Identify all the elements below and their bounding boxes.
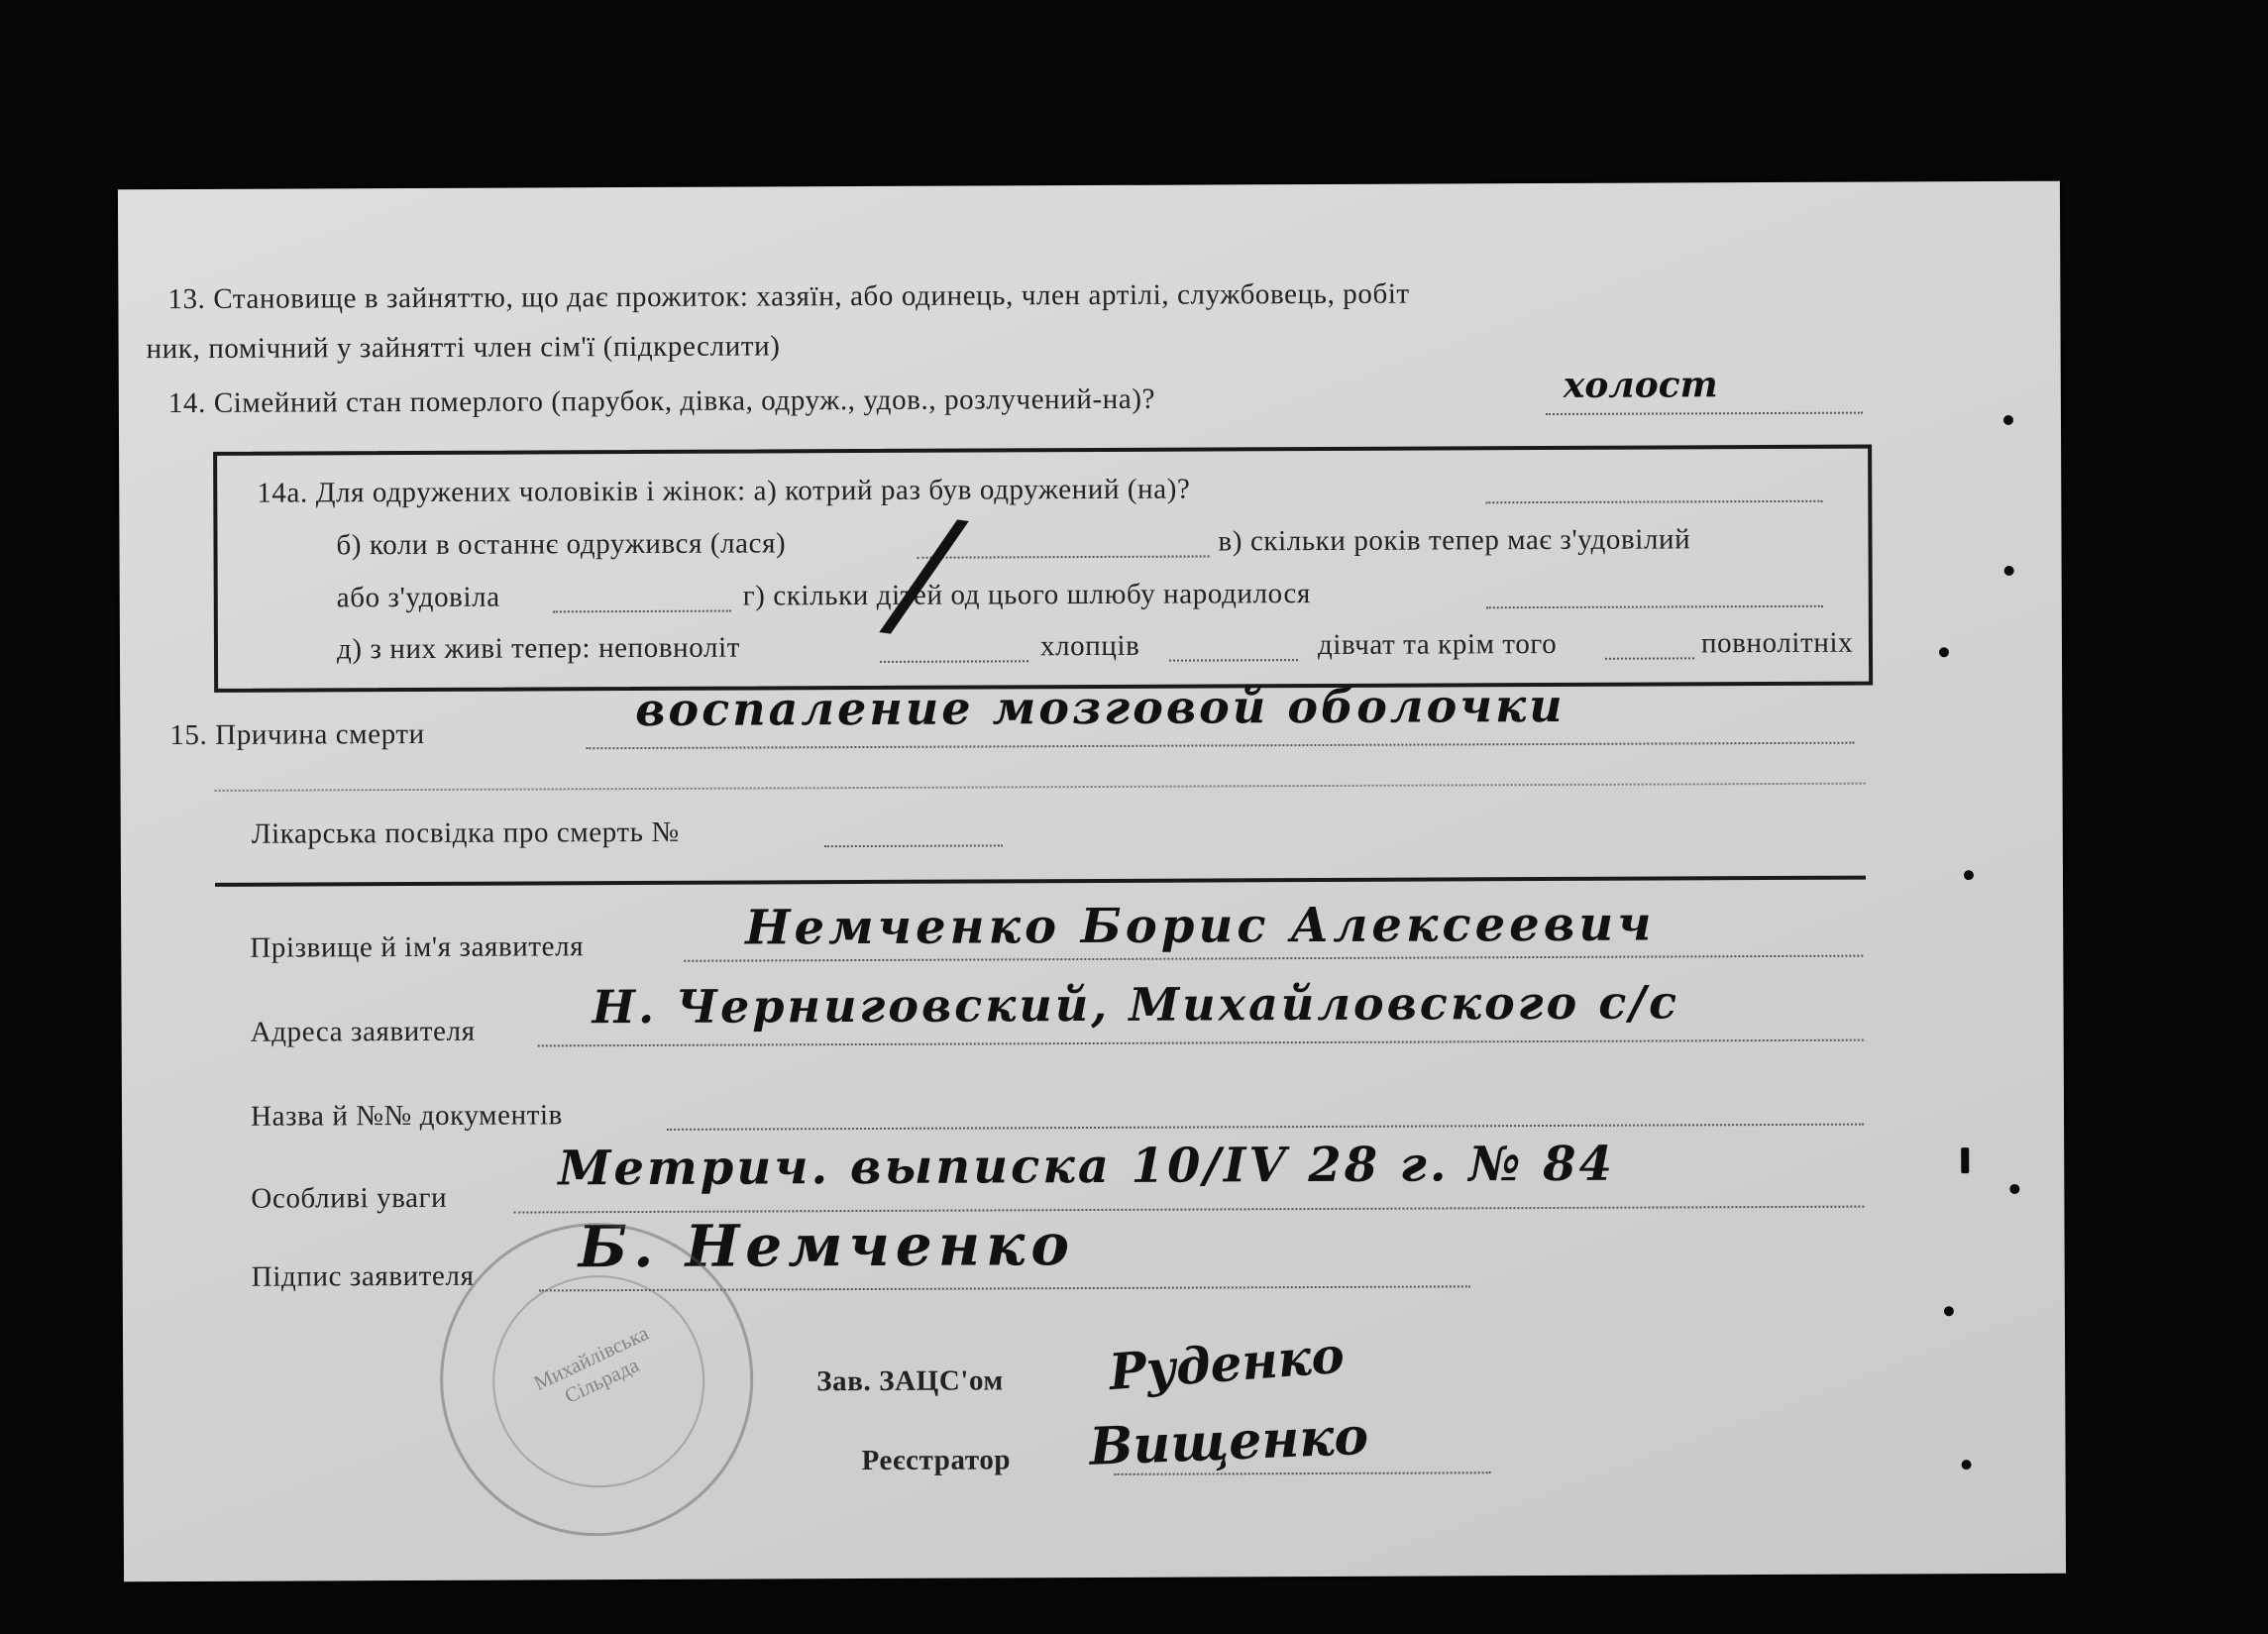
binding-hole-mark xyxy=(2003,415,2013,425)
item14a-line2b: в) скільки років тепер має з'удовілий xyxy=(1218,523,1691,558)
item14a-line3b: г) скільки дітей од цього шлюбу народилося xyxy=(742,578,1311,612)
official-stamp: Михайлівська Сільрада xyxy=(440,1222,754,1536)
death-record-card xyxy=(118,181,2066,1582)
item14a-line4b: хлопців xyxy=(1039,629,1140,663)
item14a-v-field-line xyxy=(553,610,731,613)
head-signature: Руденко xyxy=(1107,1325,1347,1402)
item14a-line3a: або з'удовіла xyxy=(336,581,500,614)
applicant-name-handwriting: Немченко Борис Алексеевич xyxy=(745,896,1656,956)
applicant-address-label: Адреса заявителя xyxy=(250,1015,476,1048)
notes-handwriting: Метрич. выписка 10/IV 28 г. № 84 xyxy=(558,1136,1616,1197)
item14a-handwritten-mark: / xyxy=(888,485,961,663)
notes-label: Особливі уваги xyxy=(251,1181,448,1215)
applicant-name-label: Прізвище й ім'я заявителя xyxy=(250,930,585,964)
item14a-line2a: б) коли в останнє одружився (лася) xyxy=(336,527,787,562)
binding-hole-mark xyxy=(2009,1184,2019,1194)
item14a-d1-field-line xyxy=(880,660,1028,663)
item15-label: 15. Причина смерти xyxy=(169,717,425,752)
item13-line2: ник, помічний у зайнятті член сім'ї (підкреслити) xyxy=(146,330,781,366)
applicant-address-handwriting: Н. Черниговский, Михайловского с/с xyxy=(592,975,1680,1035)
applicant-name-field-line xyxy=(684,955,1863,962)
item14-label: 14. Сімейний стан померлого (парубок, дівка, одруж., удов., розлучений-на)? xyxy=(167,382,1156,420)
binding-hole-mark xyxy=(1944,1306,1954,1316)
item13-line1: 13. Становище в зайняттю, що дає прожиток: хазяїн, або одинець, член артілі, службовець, робіт xyxy=(167,277,1410,316)
item14a-line4a: д) з них живі тепер: неповноліт xyxy=(336,631,741,666)
registrar-label: Реєстратор xyxy=(861,1444,1012,1477)
applicant-signature-label: Підпис заявителя xyxy=(251,1259,475,1293)
applicant-signature-handwriting: Б. Немченко xyxy=(578,1211,1076,1281)
marital-status-handwriting: холост xyxy=(1563,364,1718,406)
item14a-b-field-line xyxy=(918,555,1210,558)
item14a-line1: 14а. Для одружених чоловіків і жінок: а) котрий раз був одружений (на)? xyxy=(257,473,1191,509)
binding-hole-mark xyxy=(1961,1147,1969,1173)
cause-of-death-handwriting: воспаление мозговой оболочки xyxy=(635,678,1566,737)
medical-cert-label: Лікарська посвідка про смерть № xyxy=(251,816,680,850)
item14a-line4d: повнолітніх xyxy=(1700,626,1854,660)
registrar-signature: Вищенко xyxy=(1088,1405,1370,1477)
item14a-g-field-line xyxy=(1486,605,1823,608)
cause-of-death-field-line xyxy=(586,742,1854,750)
separator-dotted xyxy=(215,783,1866,792)
binding-hole-mark xyxy=(1939,647,1949,657)
binding-hole-mark xyxy=(1964,870,1974,880)
separator-solid xyxy=(215,876,1866,887)
head-label: Зав. ЗАЦС'ом xyxy=(816,1364,1004,1398)
documents-label: Назва й №№ документів xyxy=(250,1099,563,1133)
applicant-address-field-line xyxy=(538,1039,1864,1047)
binding-hole-mark xyxy=(1962,1460,1972,1470)
item14a-line4c: дівчат та крім того xyxy=(1317,627,1558,662)
binding-hole-mark xyxy=(2004,566,2014,576)
item14a-a-field-line xyxy=(1485,500,1822,503)
item14a-box xyxy=(213,445,1873,693)
item14-field-line xyxy=(1546,412,1863,415)
documents-field-line xyxy=(667,1124,1864,1131)
medical-cert-field-line xyxy=(824,844,1003,847)
item14a-d3-field-line xyxy=(1605,657,1694,659)
item14a-d2-field-line xyxy=(1169,659,1298,662)
